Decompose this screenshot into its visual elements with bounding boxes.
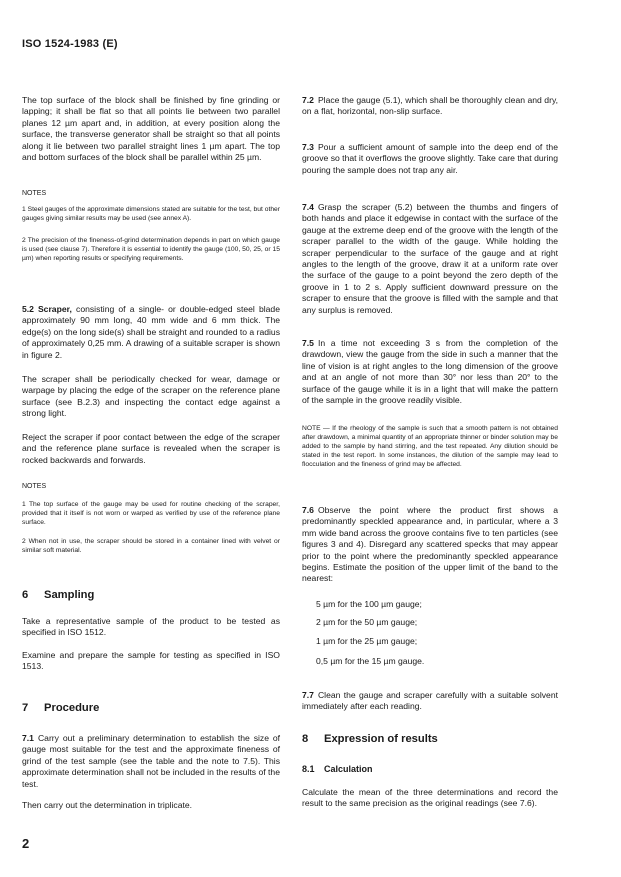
scraper-check-paragraph: The scraper shall be periodically checked for wear, damage or warpage by placing the edge of the scraper on the reference plane surface (see B.2.3) and inspecting the contact edge against a strong light. xyxy=(22,374,280,419)
note-item: 2 When not in use, the scraper should be stored in a container lined with velvet or similar soft material. xyxy=(22,538,280,554)
section-number: 7.4 xyxy=(302,202,314,212)
precision-list-item: 5 µm for the 100 µm gauge; xyxy=(316,599,422,609)
precision-list-item: 2 µm for the 50 µm gauge; xyxy=(316,617,418,627)
calculation-paragraph: Calculate the mean of the three determinations and record the result to the same precision as the original readings (see 7.6). xyxy=(302,787,558,809)
sampling-paragraph: Examine and prepare the sample for testing as specified in ISO 1513. xyxy=(22,650,280,672)
triplicate-paragraph: Then carry out the determination in triplicate. xyxy=(22,800,193,810)
section-7-7-paragraph: 7.7 Clean the gauge and scraper carefully with a suitable solvent immediately after each reading. xyxy=(302,690,558,712)
section-title: Scraper, xyxy=(37,304,72,314)
note-item: 2 The precision of the fineness-of-grind determination depends in part on which gauge is used (see clause 7). Therefore it is essential to identify the gauge (100, 50, 25, or 15 µm) when reporting results or specifying requirements. xyxy=(22,237,280,262)
page-number: 2 xyxy=(22,836,30,851)
precision-list-item: 1 µm for the 25 µm gauge; xyxy=(316,636,418,646)
section-7-6-paragraph: 7.6 Observe the point where the product first shows a predominantly speckled appearance and, in particular, where a 3 mm wide band across the groove contains five to ten particles (see figures 3 and 4). Disregard any scattered specks that may appear prior to the point where the predominantly speckled appearance begins. Estimate the position of the upper limit of the band to the nearest: xyxy=(302,505,558,584)
section-6-heading: 6 Sampling xyxy=(22,589,95,601)
section-8-1-heading: 8.1 Calculation xyxy=(302,764,373,774)
section-8-heading: 8 Expression of results xyxy=(302,733,438,745)
section-number: 7.6 xyxy=(302,505,314,515)
note-item: 1 The top surface of the gauge may be used for routine checking of the scraper, provided that it itself is not worn or warped as verified by use of the reference plane surface. xyxy=(22,501,280,526)
note-item: 1 Steel gauges of the approximate dimensions stated are suitable for the test, but other gauges giving similar results may be used (see annex A). xyxy=(22,206,280,222)
section-number: 7.1 xyxy=(22,733,34,743)
section-5-2-paragraph: 5.2 Scraper, consisting of a single- or double-edged steel blade approximately 90 mm long, 40 mm wide and 6 mm thick. The edge(s) on the long side(s) shall be straight and rounded to a radius of approximately 0,25 mm. A drawing of a suitable scraper is shown in figure 2. xyxy=(22,304,280,360)
section-7-2-paragraph: 7.2 Place the gauge (5.1), which shall be thoroughly clean and dry, on a flat, horizontal, non-slip surface. xyxy=(302,95,558,117)
section-7-3-paragraph: 7.3 Pour a sufficient amount of sample into the deep end of the groove so that it overflows the groove slightly. Take care that during pouring the sample does not trap any air. xyxy=(302,142,558,175)
sampling-paragraph: Take a representative sample of the product to be tested as specified in ISO 1512. xyxy=(22,616,280,638)
scraper-reject-paragraph: Reject the scraper if poor contact between the edge of the scraper and the reference plane surface is revealed when the scraper is rocked backwards and forwards. xyxy=(22,432,280,465)
section-7-heading: 7 Procedure xyxy=(22,702,100,714)
notes-heading: NOTES xyxy=(22,483,47,490)
section-number: 7.3 xyxy=(302,142,314,152)
document-header: ISO 1524-1983 (E) xyxy=(22,38,118,50)
section-number: 5.2 xyxy=(22,304,34,314)
section-7-5-note: NOTE — If the rheology of the sample is such that a smooth pattern is not obtained after drawdown, a minimal quantity of an appropriate thinner or binder solution may be added to the sample by hand stirring, and the test repeated. Any dilution should be stated in the test report. In some instances, the dilution of the sample may lead to flocculation and the fineness of grind may be affected. xyxy=(302,425,558,468)
section-7-1-paragraph: 7.1 Carry out a preliminary determination to establish the size of gauge most suitable for the test and the approximate fineness of grind of the test sample (see the table and the note to 7.5). This approximate determination shall not be included in the results of the test. xyxy=(22,733,280,789)
precision-list-item: 0,5 µm for the 15 µm gauge. xyxy=(316,656,425,666)
section-number: 7.7 xyxy=(302,690,314,700)
notes-heading: NOTES xyxy=(22,190,47,197)
section-number: 7.5 xyxy=(302,338,314,348)
block-surface-paragraph: The top surface of the block shall be finished by fine grinding or lapping; it shall be flat so that all points lie between two parallel planes 12 µm apart and, in addition, at every position along the surface, the transverse generator shall be straight so that all points along it lie between two parallel straight lines 1 µm apart. The top and bottom surfaces of the block shall be parallel within 25 µm. xyxy=(22,95,280,163)
section-number: 7.2 xyxy=(302,95,314,105)
section-7-5-paragraph: 7.5 In a time not exceeding 3 s from the completion of the drawdown, view the gauge from the side in such a manner that the line of vision is at right angles to the long dimension of the groove and at an angle of not more than 30° nor less than 20° to the surface of the gauge while it is in a light that will make the pattern of the sample in the groove readily visible. xyxy=(302,338,558,406)
section-7-4-paragraph: 7.4 Grasp the scraper (5.2) between the thumbs and fingers of both hands and place it edgewise in contact with the surface of the gauge at the extreme deep end of the groove with the length of the scraper parallel to the width of the gauge. While holding the scraper perpendicular to the surface of the gauge and at right angles to the length of the groove, draw it at a uniform rate over the surface of the gauge to a point beyond the zero depth of the groove in 1 to 2 s. Apply sufficient downward pressure on the scraper to ensure that the groove is filled with the sample and that any surplus is removed. xyxy=(302,202,558,315)
